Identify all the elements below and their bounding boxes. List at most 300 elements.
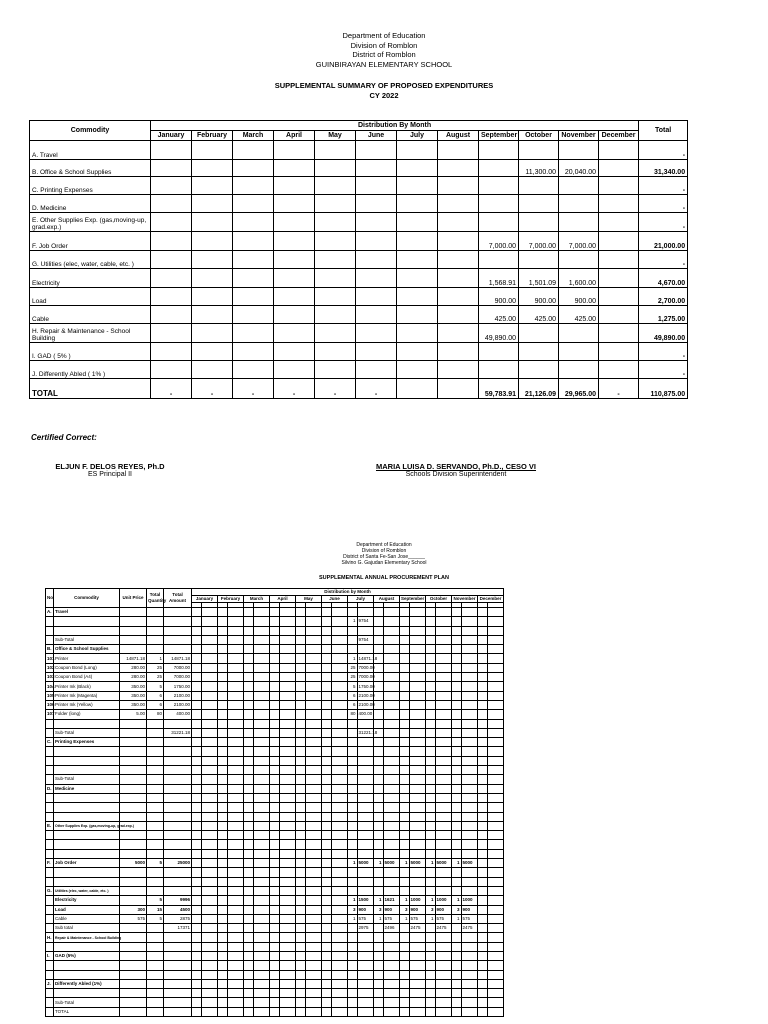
month-cell	[218, 691, 228, 700]
month-cell	[296, 1007, 306, 1016]
quantity-cell	[147, 719, 164, 728]
item-number-cell	[46, 626, 54, 635]
month-cell	[305, 933, 322, 942]
month-cell	[192, 766, 202, 775]
month-cell	[478, 645, 488, 654]
month-cell	[279, 812, 296, 821]
month-value-cell	[315, 251, 356, 269]
table-row	[46, 691, 504, 700]
month-cell	[409, 933, 426, 942]
month-cell	[478, 803, 488, 812]
month-cell	[331, 691, 348, 700]
month-cell	[452, 626, 462, 635]
month-cell	[452, 868, 462, 877]
month-cell	[218, 682, 228, 691]
month-cell	[331, 840, 348, 849]
month-cell	[426, 673, 436, 682]
month-cell	[270, 756, 280, 765]
item-number-cell	[46, 970, 54, 979]
month-cell	[296, 784, 306, 793]
month-cell	[305, 663, 322, 672]
month-cell	[201, 896, 218, 905]
month-cell	[478, 821, 488, 830]
month-cell	[400, 1007, 410, 1016]
month-cell: 31221.18	[357, 728, 374, 737]
month-cell	[348, 719, 358, 728]
month-cell	[201, 645, 218, 654]
month-cell	[357, 886, 374, 895]
month-cell	[218, 859, 228, 868]
month-cell	[331, 933, 348, 942]
amount-cell	[164, 775, 192, 784]
item-number-cell	[46, 942, 54, 951]
month-value-cell	[192, 306, 233, 324]
month-cell	[296, 812, 306, 821]
month-cell	[253, 784, 270, 793]
month-cell	[253, 747, 270, 756]
item-number-cell: F.	[46, 859, 54, 868]
month-cell	[244, 859, 254, 868]
month-cell	[487, 784, 504, 793]
commodity-cell: Sub total	[54, 924, 120, 933]
month-cell	[426, 617, 436, 626]
month-cell	[296, 654, 306, 663]
month-cell	[461, 868, 478, 877]
month-cell	[426, 924, 436, 933]
month-header: February	[192, 131, 233, 141]
item-number-cell: I.	[46, 951, 54, 960]
month-cell	[227, 700, 244, 709]
commodity-cell: F. Job Order	[30, 232, 151, 251]
month-cell	[487, 933, 504, 942]
amount-cell	[164, 766, 192, 775]
month-cell	[409, 766, 426, 775]
month-cell: 1	[374, 914, 384, 923]
month-cell	[426, 691, 436, 700]
month-value-cell	[356, 213, 397, 232]
month-cell	[357, 933, 374, 942]
quantity-cell: 15	[147, 905, 164, 914]
month-cell	[218, 951, 228, 960]
month-cell	[296, 700, 306, 709]
unit-price-cell: 350.00	[120, 700, 147, 709]
month-cell	[253, 673, 270, 682]
month-cell	[383, 654, 400, 663]
commodity-cell: D. Medicine	[30, 195, 151, 213]
month-cell	[227, 719, 244, 728]
month-value-cell	[233, 177, 274, 195]
month-value-cell	[519, 141, 559, 160]
month-total-cell: -	[356, 379, 397, 399]
amount-cell	[164, 933, 192, 942]
month-cell	[279, 756, 296, 765]
month-value-cell	[356, 269, 397, 288]
month-cell	[218, 663, 228, 672]
month-cell	[218, 793, 228, 802]
month-cell	[201, 663, 218, 672]
month-cell	[305, 784, 322, 793]
month-cell	[383, 803, 400, 812]
commodity-cell	[54, 831, 120, 840]
month-cell	[322, 710, 332, 719]
month-cell	[279, 933, 296, 942]
month-value-cell	[519, 177, 559, 195]
month-cell	[322, 979, 332, 988]
month-cell	[192, 626, 202, 635]
month-cell	[270, 728, 280, 737]
month-header: January	[151, 131, 192, 141]
month-cell	[253, 775, 270, 784]
table-row	[46, 812, 504, 821]
month-cell	[227, 951, 244, 960]
month-cell	[478, 868, 488, 877]
month-total-cell: 29,965.00	[559, 379, 599, 399]
month-cell	[322, 924, 332, 933]
month-header: March	[233, 131, 274, 141]
grand-total-cell: 110,875.00	[639, 379, 688, 399]
quantity-cell: 5	[147, 859, 164, 868]
month-cell	[461, 951, 478, 960]
commodity-cell	[54, 766, 120, 775]
month-cell	[409, 951, 426, 960]
month-cell	[426, 831, 436, 840]
month-value-cell	[438, 232, 479, 251]
month-cell	[201, 728, 218, 737]
month-value-cell	[559, 343, 599, 361]
month-value-cell	[151, 232, 192, 251]
quantity-cell	[147, 924, 164, 933]
month-value-cell	[438, 343, 479, 361]
month-cell	[322, 896, 332, 905]
month-cell	[452, 933, 462, 942]
month-value-cell	[397, 324, 438, 343]
month-cell	[435, 719, 452, 728]
month-cell	[296, 989, 306, 998]
month-cell	[305, 766, 322, 775]
month-cell	[383, 793, 400, 802]
month-cell	[253, 821, 270, 830]
month-cell	[192, 654, 202, 663]
amount-cell	[164, 645, 192, 654]
month-value-cell	[397, 306, 438, 324]
month-cell	[322, 747, 332, 756]
month-cell	[296, 738, 306, 747]
month-cell	[400, 951, 410, 960]
month-cell: 2100.00	[357, 700, 374, 709]
month-cell	[192, 942, 202, 951]
item-number-cell	[46, 775, 54, 784]
table-row	[46, 821, 504, 830]
month-value-cell	[479, 160, 519, 177]
month-cell	[435, 868, 452, 877]
title-line: SUPPLEMENTAL SUMMARY OF PROPOSED EXPENDITURES	[274, 81, 494, 90]
month-cell: 2496	[383, 924, 400, 933]
month-cell	[244, 979, 254, 988]
table-row	[46, 617, 504, 626]
month-cell	[218, 924, 228, 933]
month-cell	[201, 617, 218, 626]
month-cell	[357, 951, 374, 960]
month-cell	[409, 868, 426, 877]
month-cell	[322, 831, 332, 840]
item-number-cell: J.	[46, 979, 54, 988]
month-cell	[322, 905, 332, 914]
month-cell	[331, 970, 348, 979]
month-value-cell	[599, 141, 639, 160]
month-cell	[253, 831, 270, 840]
column-header: Unit Price	[120, 589, 147, 608]
month-cell	[331, 942, 348, 951]
unit-price-cell: 350.00	[120, 691, 147, 700]
month-total-cell: 21,126.09	[519, 379, 559, 399]
month-value-cell	[599, 195, 639, 213]
quantity-cell	[147, 738, 164, 747]
month-cell	[348, 747, 358, 756]
item-number-cell: G.	[46, 886, 54, 895]
month-cell	[244, 747, 254, 756]
month-cell	[357, 1007, 374, 1016]
month-value-cell	[151, 195, 192, 213]
month-cell	[374, 635, 384, 644]
month-value-cell	[479, 195, 519, 213]
month-cell	[400, 886, 410, 895]
commodity-cell: Job Order	[54, 859, 120, 868]
month-cell	[279, 710, 296, 719]
month-cell	[279, 617, 296, 626]
month-cell	[383, 784, 400, 793]
month-cell	[426, 710, 436, 719]
month-cell	[270, 840, 280, 849]
unit-price-cell	[120, 924, 147, 933]
month-cell	[218, 803, 228, 812]
month-cell	[409, 682, 426, 691]
month-cell	[348, 886, 358, 895]
month-cell	[218, 812, 228, 821]
month-cell	[227, 886, 244, 895]
month-cell	[452, 691, 462, 700]
unit-price-cell	[120, 719, 147, 728]
month-cell	[244, 756, 254, 765]
month-cell	[478, 970, 488, 979]
item-number-cell	[46, 812, 54, 821]
item-number-cell	[46, 756, 54, 765]
month-cell	[244, 998, 254, 1007]
month-cell	[244, 691, 254, 700]
month-cell	[322, 914, 332, 923]
table-row	[46, 654, 504, 663]
month-cell	[478, 849, 488, 858]
month-cell	[357, 849, 374, 858]
distribution-header: Distribution by Month	[192, 589, 504, 596]
month-cell	[487, 859, 504, 868]
commodity-cell: TOTAL	[54, 1007, 120, 1016]
table-row	[30, 141, 688, 160]
commodity-cell	[54, 840, 120, 849]
month-cell	[331, 877, 348, 886]
month-cell	[218, 719, 228, 728]
month-cell	[487, 803, 504, 812]
month-cell: 1621	[383, 896, 400, 905]
month-cell	[279, 747, 296, 756]
month-cell	[305, 1007, 322, 1016]
month-cell	[426, 998, 436, 1007]
month-cell	[305, 942, 322, 951]
month-cell	[400, 626, 410, 635]
month-cell	[305, 914, 322, 923]
month-cell	[487, 942, 504, 951]
row-total-cell: 21,000.00	[639, 232, 688, 251]
month-cell	[383, 821, 400, 830]
month-cell	[296, 886, 306, 895]
month-cell	[218, 905, 228, 914]
month-cell	[357, 970, 374, 979]
quantity-cell	[147, 626, 164, 635]
month-cell	[357, 821, 374, 830]
commodity-cell: Electricity	[30, 269, 151, 288]
commodity-cell: Printer Ink (Yellow)	[54, 700, 120, 709]
month-cell	[435, 989, 452, 998]
month-cell	[244, 924, 254, 933]
amount-cell	[164, 1007, 192, 1016]
month-cell	[400, 877, 410, 886]
month-cell	[374, 998, 384, 1007]
month-cell	[270, 645, 280, 654]
month-cell	[357, 812, 374, 821]
row-total-cell: -	[639, 251, 688, 269]
month-cell	[270, 710, 280, 719]
quantity-cell	[147, 831, 164, 840]
item-number-cell	[46, 793, 54, 802]
month-value-cell	[274, 361, 315, 379]
month-cell	[270, 626, 280, 635]
month-cell	[461, 719, 478, 728]
month-cell	[461, 710, 478, 719]
amount-cell	[164, 979, 192, 988]
month-cell	[452, 951, 462, 960]
month-cell	[244, 840, 254, 849]
month-value-cell	[479, 343, 519, 361]
month-cell	[435, 626, 452, 635]
month-cell	[227, 970, 244, 979]
month-value-cell	[397, 251, 438, 269]
month-cell	[348, 793, 358, 802]
month-cell	[296, 691, 306, 700]
month-cell	[400, 719, 410, 728]
month-cell	[279, 905, 296, 914]
month-cell	[305, 989, 322, 998]
month-cell	[279, 951, 296, 960]
item-number-cell: 106	[46, 700, 54, 709]
month-cell	[409, 617, 426, 626]
quantity-cell	[147, 979, 164, 988]
month-cell	[400, 793, 410, 802]
month-cell	[253, 905, 270, 914]
month-cell	[452, 886, 462, 895]
commodity-cell: Printer Ink (Black)	[54, 682, 120, 691]
month-cell	[331, 803, 348, 812]
month-cell	[461, 766, 478, 775]
amount-cell	[164, 886, 192, 895]
month-cell	[435, 784, 452, 793]
month-value-cell	[397, 361, 438, 379]
amount-cell	[164, 793, 192, 802]
month-cell	[244, 905, 254, 914]
commodity-cell	[54, 756, 120, 765]
month-cell	[487, 728, 504, 737]
month-cell	[487, 868, 504, 877]
month-cell	[227, 635, 244, 644]
month-cell	[487, 626, 504, 635]
month-cell	[435, 942, 452, 951]
expenditure-summary-table	[29, 120, 688, 399]
month-value-cell	[356, 343, 397, 361]
month-cell	[331, 951, 348, 960]
month-cell	[487, 877, 504, 886]
signatory-position: Schools Division Superintendent	[405, 471, 507, 478]
month-total-cell: -	[192, 379, 233, 399]
month-cell	[218, 877, 228, 886]
month-cell	[331, 747, 348, 756]
month-cell	[400, 821, 410, 830]
month-cell	[331, 728, 348, 737]
month-cell	[374, 933, 384, 942]
month-cell	[461, 933, 478, 942]
month-cell	[487, 645, 504, 654]
month-cell	[331, 710, 348, 719]
commodity-cell	[54, 970, 120, 979]
month-cell	[244, 868, 254, 877]
month-value-cell	[438, 361, 479, 379]
month-cell	[426, 682, 436, 691]
month-cell	[253, 859, 270, 868]
month-cell	[253, 942, 270, 951]
month-cell	[383, 886, 400, 895]
month-cell	[192, 840, 202, 849]
amount-cell: 7000.00	[164, 673, 192, 682]
amount-cell: 25000	[164, 859, 192, 868]
unit-price-cell	[120, 775, 147, 784]
month-cell	[192, 1007, 202, 1016]
quantity-cell	[147, 812, 164, 821]
month-cell	[201, 682, 218, 691]
month-cell: 1	[348, 896, 358, 905]
month-value-cell	[192, 232, 233, 251]
table-row	[46, 979, 504, 988]
month-cell	[192, 905, 202, 914]
month-cell	[253, 979, 270, 988]
month-cell	[296, 756, 306, 765]
month-cell	[192, 738, 202, 747]
month-cell	[452, 645, 462, 654]
table-row	[30, 213, 688, 232]
month-cell	[322, 859, 332, 868]
unit-price-cell	[120, 979, 147, 988]
month-cell	[374, 979, 384, 988]
amount-cell	[164, 738, 192, 747]
item-number-cell: A.	[46, 608, 54, 617]
month-value-cell	[479, 141, 519, 160]
month-cell	[296, 840, 306, 849]
month-cell	[374, 747, 384, 756]
month-cell	[383, 710, 400, 719]
month-cell	[487, 793, 504, 802]
month-value-cell	[599, 361, 639, 379]
item-number-cell	[46, 989, 54, 998]
month-value-cell	[274, 269, 315, 288]
unit-price-cell	[120, 896, 147, 905]
month-cell	[244, 617, 254, 626]
month-value-cell: 900.00	[519, 288, 559, 306]
